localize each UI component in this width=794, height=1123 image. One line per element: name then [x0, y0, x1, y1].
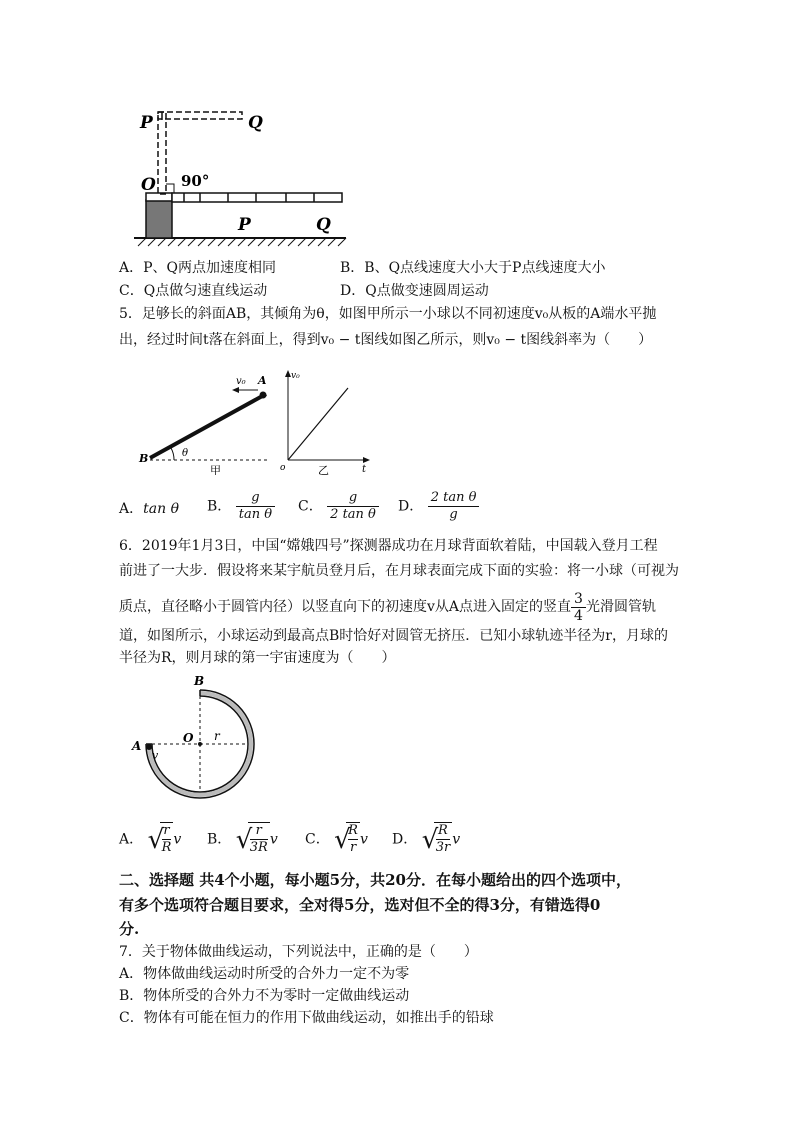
q6-option-b: B． √ $\frac{r}{3R}$ v: [207, 823, 278, 855]
q6-stem-line3: 质点，直径略小于圆管内径）以竖直向下的初速度v从A点进入固定的竖直 $\frac{3}{4}$ 光滑圆管轨: [119, 590, 656, 624]
q5-option-c-den: 2 tan θ: [330, 507, 376, 522]
q6-option-a-den: R: [161, 840, 172, 855]
q6-option-d-den: 3r: [435, 840, 451, 855]
label-a-tube: A: [132, 739, 142, 753]
section2-heading-line3: 分.: [119, 920, 140, 938]
q5-option-c: C． $\frac{g}{\text{2 tan θ}}$: [298, 490, 379, 523]
figure-graph-yi: [278, 368, 373, 478]
caption-jia: 甲: [210, 464, 221, 475]
q6-option-c-den: r: [349, 840, 357, 855]
label-b-tube: B: [194, 674, 205, 688]
figure-circular-tube: [128, 672, 268, 812]
label-b-jia: B: [139, 452, 149, 465]
label-r-tube: r: [214, 729, 220, 743]
caption-yi: 乙: [318, 464, 329, 477]
label-t-axis: t: [362, 464, 367, 475]
q7-option-c: C．物体有可能在恒力的作用下做曲线运动，如推出手的铅球: [119, 1010, 494, 1026]
q5-option-b-den: tan θ: [238, 507, 273, 522]
label-a-jia: A: [258, 374, 267, 387]
q5-option-a-value: tan θ: [143, 501, 179, 517]
q7-option-a: A．物体做曲线运动时所受的合外力一定不为零: [119, 966, 410, 982]
label-angle: 90°: [181, 172, 210, 190]
q6-option-c: C． √ $\frac{R}{r}$ v: [305, 823, 368, 855]
q6-option-b-num: r: [250, 823, 268, 840]
q7-stem: 7．关于物体做曲线运动，下列说法中，正确的是（ ）: [119, 944, 478, 960]
label-p-bottom: P: [238, 215, 251, 235]
figure-incline-jia: [138, 370, 273, 475]
label-v-tube: v: [152, 749, 159, 762]
q4-option-a: A．P、Q两点加速度相同: [119, 260, 277, 276]
section2-heading-line2: 有多个选项符合题目要求，全对得5分，选对但不全的得3分，有错选得0: [119, 896, 601, 914]
q4-option-d: D．Q点做变速圆周运动: [340, 283, 489, 299]
q6-option-c-num: R: [348, 823, 358, 838]
q5-option-b-num: g: [236, 490, 275, 507]
q5-option-b: B． $\frac{g}{\text{tan θ}}$: [207, 490, 275, 523]
label-origin: o: [280, 463, 286, 473]
q4-option-b: B．B、Q点线速度大小大于P点线速度大小: [340, 260, 606, 276]
q6-option-d-num: R: [436, 823, 451, 840]
q6-frac-num: 3: [571, 591, 586, 608]
q4-option-c: C．Q点做匀速直线运动: [119, 283, 268, 299]
q6-option-b-den: 3R: [249, 840, 268, 855]
q6-frac-den: 4: [574, 607, 583, 624]
label-o-tube: O: [183, 731, 194, 745]
label-theta-jia: θ: [182, 448, 189, 459]
label-q-bottom: Q: [316, 215, 331, 235]
q5-stem-line1: 5．足够长的斜面AB，其倾角为θ，如图甲所示一小球以不同初速度v₀从板的A端水平抛: [119, 306, 657, 322]
q6-stem-line1: 6．2019年1月3日，中国“嫦娥四号”探测器成功在月球背面软着陆，中国载入登月工程: [119, 538, 658, 554]
q5-option-d-den: g: [449, 507, 458, 522]
q6-stem-line4: 道，如图所示，小球运动到最高点B时恰好对圆管无挤压．已知小球轨迹半径为r，月球的: [119, 628, 668, 644]
q6-stem-line5: 半径为R，则月球的第一宇宙速度为（ ）: [119, 650, 396, 666]
q6-option-a-num: r: [163, 823, 170, 838]
label-v0-jia: v₀: [236, 376, 246, 387]
q5-option-d: D． $\frac{\text{2 tan θ}}{g}$: [398, 490, 479, 523]
q5-stem-line2: 出，经过时间t落在斜面上，得到v₀ − t图线如图乙所示，则v₀ − t图线斜率为（ ）: [119, 332, 653, 348]
q7-option-b: B．物体所受的合外力不为零时一定做曲线运动: [119, 988, 410, 1004]
q5-option-d-num: 2 tan θ: [428, 490, 480, 507]
label-v0-axis: v₀: [291, 371, 300, 381]
section2-heading-line1: 二、选择题 共4个小题，每小题5分，共20分．在每小题给出的四个选项中，: [119, 871, 631, 889]
q5-option-c-num: g: [327, 490, 379, 507]
q6-option-d: D． √ $\frac{R}{3r}$ v: [392, 823, 461, 855]
q5-option-a: A．tan θ: [119, 501, 179, 517]
q6-stem-line2: 前进了一大步．假设将来某宇航员登月后，在月球表面完成下面的实验：将一小球（可视为: [119, 563, 679, 579]
figure-rotating-rod: [128, 100, 353, 250]
q6-option-a: A． √ $\frac{r}{R}$ v: [119, 823, 182, 855]
label-q-top: Q: [248, 113, 263, 133]
label-p-top: P: [140, 113, 153, 133]
label-o: O: [141, 175, 156, 195]
